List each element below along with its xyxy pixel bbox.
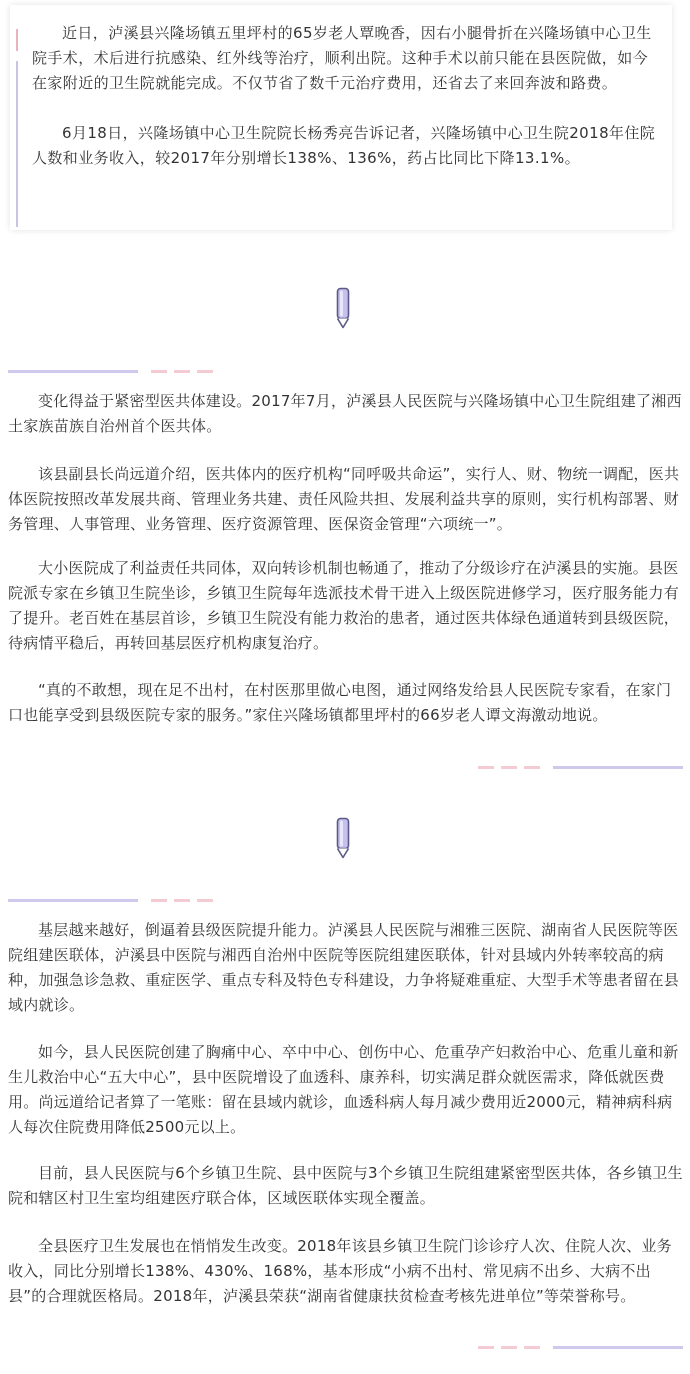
section2-paragraph-1: 基层越来越好，倒逼着县级医院提升能力。泸溪县人民医院与湘雅三医院、湖南省人民医院等医院组建医联体，泸溪县中医院与湘西自治州中医院等医院组建医联体，针对县域内外转率较高的病种，加强急诊急救、重症医学、重点专科及特色专科建设，力争将疑难重症、大型手术等患者留在县域内就诊。 bbox=[8, 921, 680, 1014]
section-divider-left bbox=[8, 899, 216, 902]
section1-paragraph-1: 变化得益于紧密型医共体建设。2017年7月，泸溪县人民医院与兴隆场镇中心卫生院组建了湘西土家族苗族自治州首个医共体。 bbox=[8, 392, 682, 435]
section-divider-right bbox=[478, 1346, 683, 1349]
section-divider-right bbox=[478, 766, 683, 769]
quote-accent-bar-pink bbox=[16, 29, 18, 51]
section2-paragraph-4: 全县医疗卫生发展也在悄悄发生改变。2018年该县乡镇卫生院门诊诊疗人次、住院人次、业务收入，同比分别增长138%、430%、168%，基本形成“小病不出村、常见病不出乡、大病不出县”的合理就医格局。2018年，泸溪县荣获“湖南省健康扶贫检查考核先进单位”等荣誉称号。 bbox=[8, 1237, 672, 1305]
section-divider-left bbox=[8, 370, 216, 373]
quote-accent-bar-purple bbox=[16, 61, 18, 227]
section1-paragraph-3: 大小医院成了利益责任共同体，双向转诊机制也畅通了，推动了分级诊疗在泸溪县的实施。县医院派专家在乡镇卫生院坐诊，乡镇卫生院每年选派技术骨干进入上级医院进修学习，医疗服务能力有了提升。老百姓在基层首诊，乡镇卫生院没有能力救治的患者，通过医共体绿色通道转到县级医院，待病情平稳后，再转回基层医疗机构康复治疗。 bbox=[8, 559, 680, 652]
section2-paragraph-2: 如今，县人民医院创建了胸痛中心、卒中中心、创伤中心、危重孕产妇救治中心、危重儿童和新生儿救治中心“五大中心”，县中医院增设了血透科、康养科，切实满足群众就医需求，降低就医费用。尚远道给记者算了一笔账：留在县域内就诊，血透科病人每月减少费用近2000元，精神病科病人每次住院费用降低2500元以上。 bbox=[8, 1043, 679, 1136]
intro-quote-box bbox=[10, 5, 672, 230]
section2-paragraph-3: 目前，县人民医院与6个乡镇卫生院、县中医院与3个乡镇卫生院组建紧密型医共体，各乡镇卫生院和辖区村卫生室均组建医疗联合体，区域医联体实现全覆盖。 bbox=[8, 1164, 683, 1207]
section1-paragraph-4: “真的不敢想，现在足不出村，在村医那里做心电图，通过网络发给县人民医院专家看，在家门口也能享受到县级医院专家的服务。”家住兴隆场镇都里坪村的66岁老人谭文海激动地说。 bbox=[8, 681, 672, 724]
pencil-icon bbox=[336, 817, 350, 859]
intro-paragraph-2: 6月18日，兴隆场镇中心卫生院院长杨秀亮告诉记者，兴隆场镇中心卫生院2018年住院人数和业务收入，较2017年分别增长138%、136%，药占比同比下降13.1%。 bbox=[32, 124, 656, 167]
pencil-icon bbox=[336, 287, 350, 329]
section1-paragraph-2: 该县副县长尚远道介绍，医共体内的医疗机构“同呼吸共命运”，实行人、财、物统一调配，医共体医院按照改革发展共商、管理业务共建、责任风险共担、发展利益共享的原则，实行机构部署、财务管理、人事管理、业务管理、医疗资源管理、医保资金管理“六项统一”。 bbox=[8, 465, 680, 533]
intro-paragraph-1: 近日，泸溪县兴隆场镇五里坪村的65岁老人覃晚香，因右小腿骨折在兴隆场镇中心卫生院手术，术后进行抗感染、红外线等治疗，顺利出院。这种手术以前只能在县医院做，如今在家附近的卫生院就能完成。不仅节省了数千元治疗费用，还省去了来回奔波和路费。 bbox=[32, 24, 652, 92]
